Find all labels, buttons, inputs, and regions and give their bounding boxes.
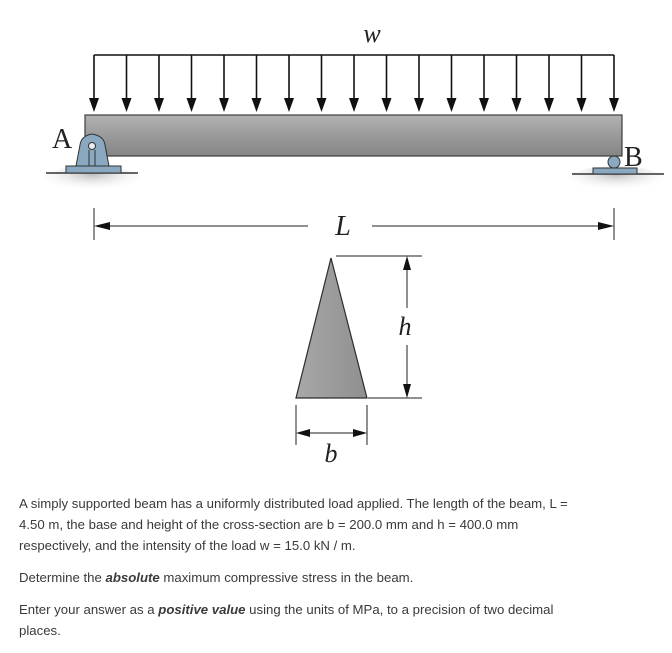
load-arrow-head bbox=[609, 98, 619, 112]
problem-statement bbox=[19, 493, 579, 652]
load-arrow-head bbox=[512, 98, 522, 112]
load-label: w bbox=[363, 19, 381, 48]
height-label: h bbox=[398, 312, 412, 341]
problem-paragraph-1: A simply supported beam has a uniformly distributed load applied. The length of the beam, L = 4.50 m, the base and height of the cross-section are b = 200.0 mm and h = 400.0 mm respectively, and the intensity of the load w = 15.0 kN / m. bbox=[19, 496, 568, 553]
load-arrow-head bbox=[382, 98, 392, 112]
load-arrow-head bbox=[349, 98, 359, 112]
load-arrow-head bbox=[252, 98, 262, 112]
load-arrow-head bbox=[317, 98, 327, 112]
load-arrow-head bbox=[414, 98, 424, 112]
cross-section-triangle bbox=[296, 258, 367, 398]
support-label-b: B bbox=[624, 142, 643, 173]
load-arrow-head bbox=[544, 98, 554, 112]
problem-paragraph-2 bbox=[19, 567, 579, 588]
load-arrow-head bbox=[284, 98, 294, 112]
load-arrow-head bbox=[447, 98, 457, 112]
load-arrow-head bbox=[577, 98, 587, 112]
support-label-a: A bbox=[52, 124, 73, 155]
load-arrow-head bbox=[154, 98, 164, 112]
span-dimension bbox=[94, 208, 614, 240]
base-label: b bbox=[324, 439, 338, 468]
para3-text-end: using the units of MPa, to a precision of two decimal places. bbox=[19, 602, 554, 638]
load-arrow-head bbox=[479, 98, 489, 112]
para3-text-start: Enter your answer as a bbox=[19, 602, 159, 617]
distributed-load-arrows bbox=[89, 55, 619, 112]
load-arrow-head bbox=[122, 98, 132, 112]
beam bbox=[85, 115, 622, 156]
load-arrow-head bbox=[89, 98, 99, 112]
span-label: L bbox=[335, 211, 351, 242]
para2-emphasis: absolute bbox=[105, 570, 160, 585]
para2-text-end: maximum compressive stress in the beam. bbox=[159, 570, 414, 585]
problem-paragraph-3 bbox=[19, 599, 579, 641]
load-arrow-head bbox=[219, 98, 229, 112]
para3-emphasis: positive value bbox=[158, 602, 246, 617]
load-arrow-head bbox=[187, 98, 197, 112]
para2-text-start: Determine the bbox=[19, 570, 106, 585]
